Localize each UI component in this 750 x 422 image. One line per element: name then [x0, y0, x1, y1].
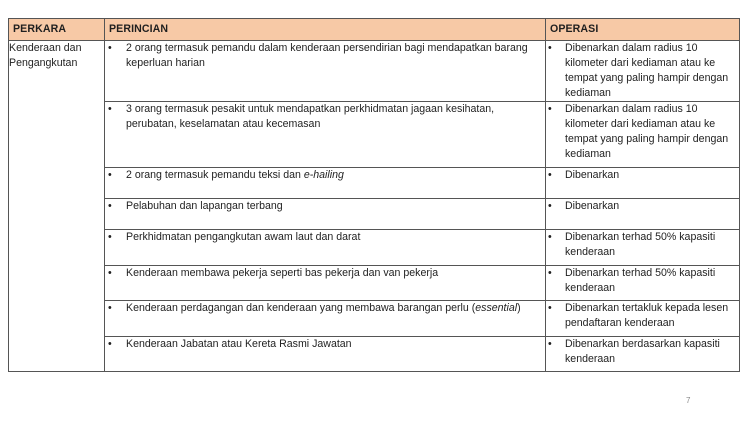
table-row [9, 41, 740, 102]
detail-text-plain: Kenderaan perdagangan dan kenderaan yang membawa barangan perlu ( [126, 302, 476, 314]
bullet-icon: • [548, 42, 552, 54]
operation-cell [546, 102, 740, 168]
table-row [9, 337, 740, 372]
bullet-icon: • [548, 169, 552, 181]
detail-text [126, 301, 545, 316]
table-row [9, 266, 740, 301]
detail-cell [105, 41, 546, 102]
detail-cell [105, 230, 546, 266]
operation-cell [546, 266, 740, 301]
bullet-icon: • [548, 231, 552, 243]
category-cell: Kenderaan dan Pengangkutan [9, 41, 105, 372]
rules-table [8, 18, 740, 372]
bullet-icon: • [108, 231, 112, 243]
detail-cell [105, 102, 546, 168]
detail-text: 2 orang termasuk pemandu dalam kenderaan persendirian bagi mendapatkan barang keperluan harian [126, 42, 528, 69]
detail-text-plain-end: ) [517, 302, 521, 314]
table-row [9, 102, 740, 168]
operation-text: Dibenarkan terhad 50% kapasiti kenderaan [565, 231, 716, 258]
detail-text [126, 168, 545, 183]
header-operasi: OPERASI [546, 19, 740, 41]
operation-text: Dibenarkan [565, 200, 620, 212]
detail-cell [105, 168, 546, 199]
operation-text: Dibenarkan dalam radius 10 kilometer dari kediaman atau ke tempat yang paling hampir dengan kediaman [565, 42, 729, 99]
bullet-icon: • [108, 338, 112, 350]
detail-text: Perkhidmatan pengangkutan awam laut dan darat [126, 231, 361, 243]
bullet-icon: • [548, 267, 552, 279]
header-row [9, 19, 740, 41]
table-row [9, 230, 740, 266]
operation-text: Dibenarkan dalam radius 10 kilometer dari kediaman atau ke tempat yang paling hampir dengan kediaman [565, 103, 729, 160]
bullet-icon: • [548, 103, 552, 115]
table-row [9, 199, 740, 230]
header-perincian: PERINCIAN [105, 19, 546, 41]
bullet-icon: • [108, 302, 112, 314]
detail-cell [105, 199, 546, 230]
bullet-icon: • [108, 267, 112, 279]
bullet-icon: • [108, 42, 112, 54]
detail-cell [105, 301, 546, 337]
detail-text-italic: essential [475, 302, 518, 314]
bullet-icon: • [108, 200, 112, 212]
operation-text: Dibenarkan berdasarkan kapasiti kenderaan [565, 338, 720, 365]
operation-text: Dibenarkan [565, 169, 620, 181]
operation-cell [546, 337, 740, 372]
bullet-icon: • [548, 302, 552, 314]
detail-cell [105, 266, 546, 301]
operation-cell [546, 301, 740, 337]
detail-text: Pelabuhan dan lapangan terbang [126, 200, 283, 212]
operation-text: Dibenarkan terhad 50% kapasiti kenderaan [565, 267, 716, 294]
operation-text: Dibenarkan tertakluk kepada lesen pendaftaran kenderaan [565, 302, 729, 329]
page-number: 7 [686, 396, 691, 405]
table-row [9, 168, 740, 199]
operation-cell [546, 168, 740, 199]
table-row [9, 301, 740, 337]
operation-cell [546, 41, 740, 102]
detail-text-italic: e-hailing [303, 169, 344, 181]
detail-text: Kenderaan membawa pekerja seperti bas pekerja dan van pekerja [126, 267, 439, 279]
bullet-icon: • [548, 338, 552, 350]
bullet-icon: • [548, 200, 552, 212]
detail-text: Kenderaan Jabatan atau Kereta Rasmi Jawatan [126, 338, 352, 350]
operation-cell [546, 230, 740, 266]
detail-text-plain: 2 orang termasuk pemandu teksi dan [126, 169, 304, 181]
detail-text: 3 orang termasuk pesakit untuk mendapatkan perkhidmatan jagaan kesihatan, perubatan, keselamatan atau kecemasan [126, 103, 495, 130]
operation-cell [546, 199, 740, 230]
detail-cell [105, 337, 546, 372]
header-perkara: PERKARA [9, 19, 105, 41]
bullet-icon: • [108, 103, 112, 115]
bullet-icon: • [108, 169, 112, 181]
